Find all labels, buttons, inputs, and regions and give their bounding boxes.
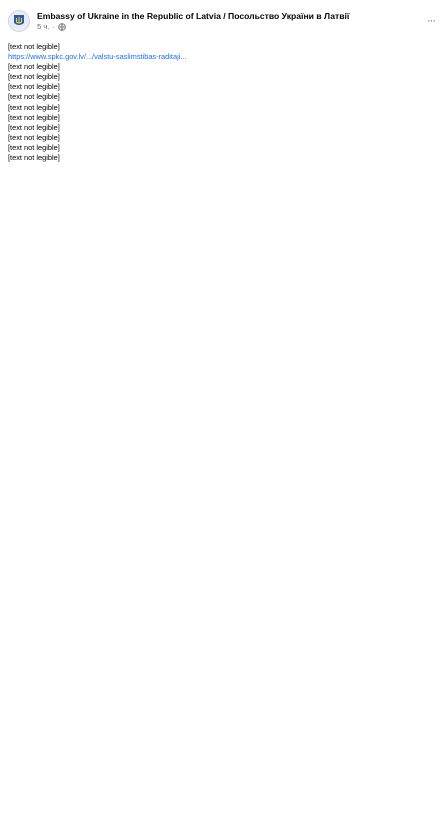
post-time[interactable]: 5 ч. xyxy=(37,22,50,31)
post-paragraph-8: [text not legible] xyxy=(8,112,60,122)
post-paragraph-1: [text not legible] xyxy=(8,42,60,51)
post-paragraph-7: [text not legible] xyxy=(8,102,60,112)
post-header xyxy=(8,6,438,36)
post-paragraph-3: [text not legible] xyxy=(8,62,60,72)
post-paragraph-5: [text not legible] xyxy=(8,82,60,92)
post-body xyxy=(8,42,438,163)
avatar[interactable] xyxy=(8,10,30,32)
header-text xyxy=(37,11,420,31)
more-options-icon[interactable]: ··· xyxy=(427,15,435,27)
post-paragraph-4: [text not legible] xyxy=(8,72,60,82)
post-paragraph-9: [text not legible] xyxy=(8,122,60,132)
meta-separator: · xyxy=(52,22,55,31)
post-paragraph-12: [text not legible] xyxy=(8,153,60,163)
post-paragraph-2 xyxy=(8,52,438,62)
post-meta xyxy=(37,22,420,31)
page-title[interactable]: Embassy of Ukraine in the Republic of Latvia / Посольство України в Латвії xyxy=(37,11,350,21)
post-paragraph-10: [text not legible] xyxy=(8,132,60,142)
post-paragraph-11: [text not legible] xyxy=(8,142,60,152)
post-link[interactable]: https://www.spkc.gov.lv/.../valstu-saslimstibas-raditaji... xyxy=(8,52,187,62)
coat-of-arms-icon xyxy=(13,14,25,28)
post-paragraph-6: [text not legible] xyxy=(8,92,60,102)
globe-icon xyxy=(58,23,66,31)
